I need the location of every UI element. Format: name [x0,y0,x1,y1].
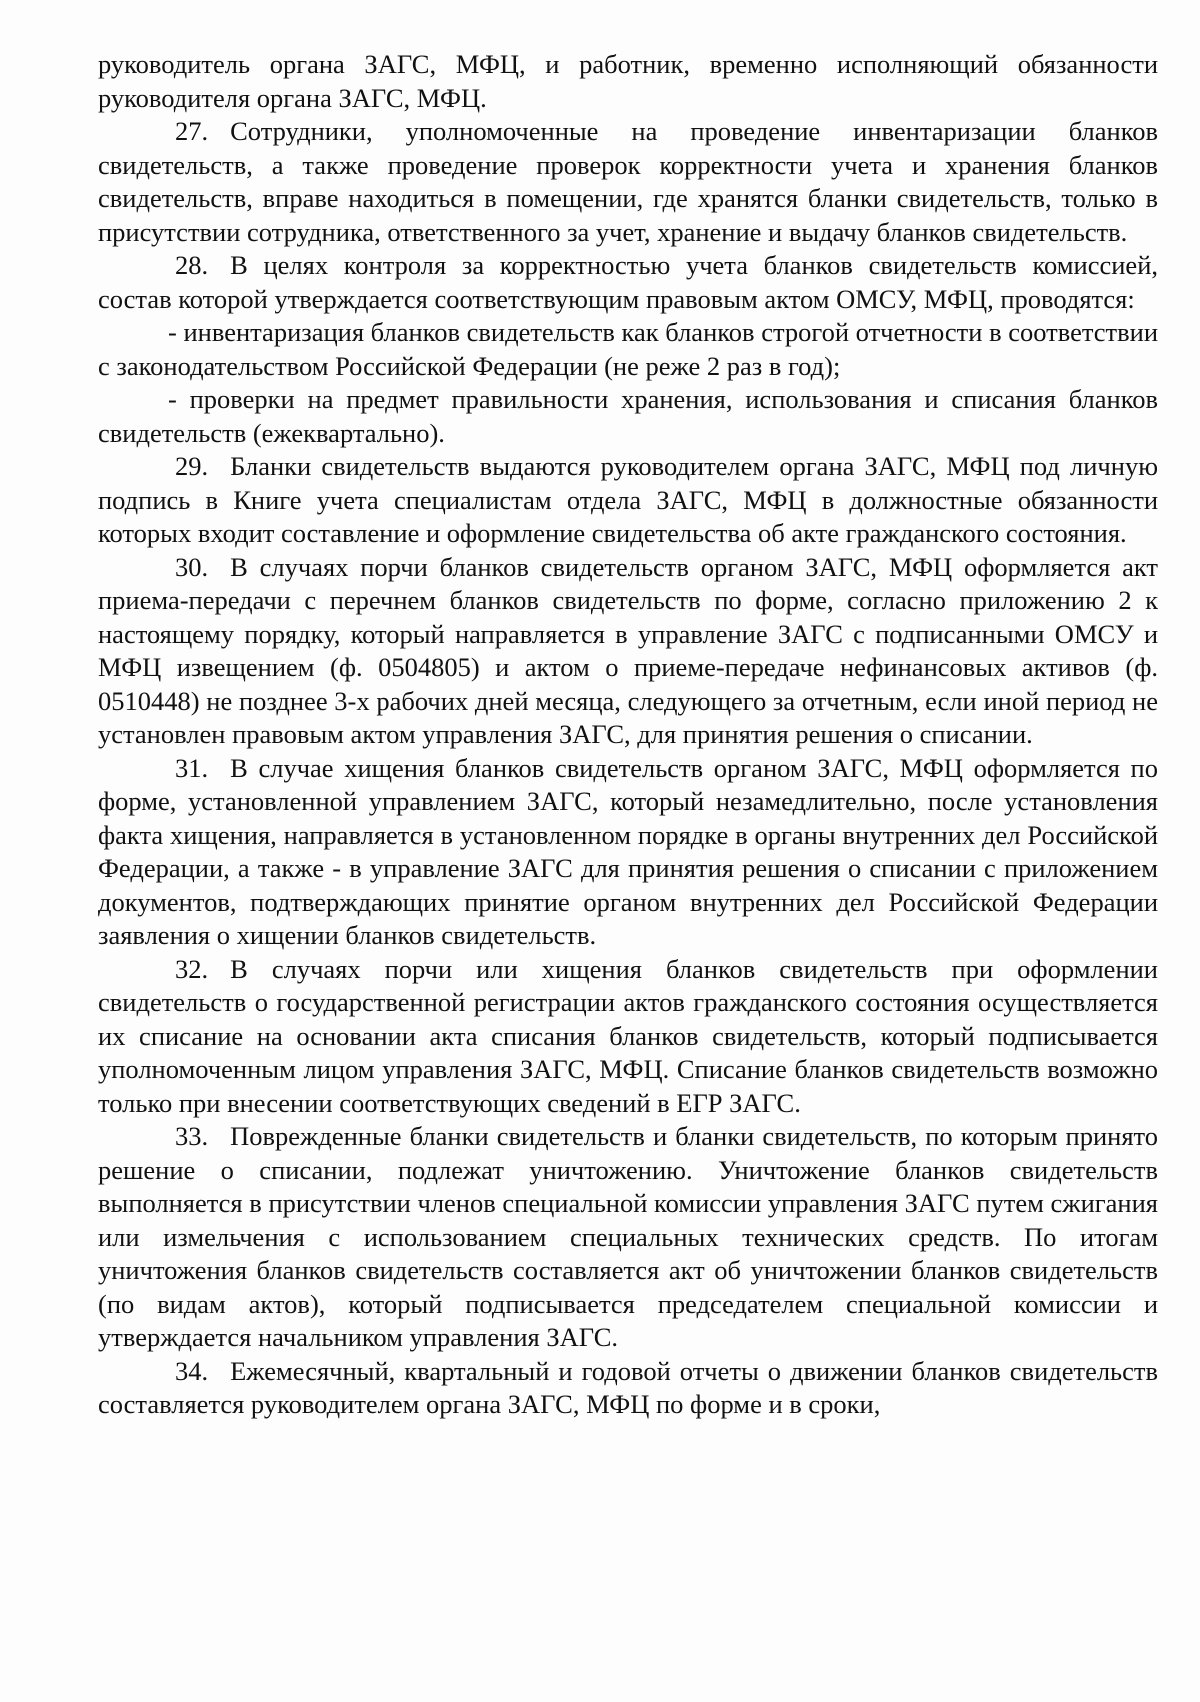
clause-30 [98,551,1158,752]
clause-text: Поврежденные бланки свидетельств и бланки свидетельств, по которым принято решение о списании, подлежат уничтожению. Уничтожение бланков свидетельств выполняется в присутствии членов специальной комиссии управления ЗАГС путем сжигания или измельчения с использованием специальных технических средств. По итогам уничтожения бланков свидетельств составляется акт об уничтожении бланков свидетельств (по видам актов), который подписывается председателем специальной комиссии и утверждается начальником управления ЗАГС. [98,1121,1158,1352]
clause-text: В целях контроля за корректностью учета бланков свидетельств комиссией, состав которой утверждается соответствующим правовым актом ОМСУ, МФЦ, проводятся: [98,250,1158,314]
clause-32 [98,953,1158,1121]
clause-text: В случаях порчи бланков свидетельств органом ЗАГС, МФЦ оформляется акт приема-передачи с перечнем бланков свидетельств по форме, согласно приложению 2 к настоящему порядку, который направляется в управление ЗАГС с подписанными ОМСУ и МФЦ извещением (ф. 0504805) и актом о приеме-передаче нефинансовых активов (ф. 0510448) не позднее 3-х рабочих дней месяца, следующего за отчетным, если иной период не установлен правовым актом управления ЗАГС, для принятия решения о списании. [98,551,1158,749]
clause-28 [98,249,1158,316]
clause-text: В случае хищения бланков свидетельств органом ЗАГС, МФЦ оформляется по форме, установленной управлением ЗАГС, который незамедлительно, после установления факта хищения, направляется в установленном порядке в органы внутренних дел Российской Федерации, а также - в управление ЗАГС для принятия решения о списании с приложением документов, подтверждающих принятие органом внутренних дел Российской Федерации заявления о хищении бланков свидетельств. [98,752,1158,950]
clause-number: 32. [175,953,209,984]
clause-number: 33. [175,1121,209,1151]
clause-text: Ежемесячный, квартальный и годовой отчеты о движении бланков свидетельств составляется руководителем органа ЗАГС, МФЦ по форме и в сроки, [98,1355,1158,1419]
clause-number: 34. [175,1355,209,1386]
clause-text: Бланки свидетельств выдаются руководителем органа ЗАГС, МФЦ под личную подпись в Книге учета специалистам отдела ЗАГС, МФЦ в должностные обязанности которых входит составление и оформление свидетельства об акте гражданского состояния. [98,451,1158,548]
clause-text: Сотрудники, уполномоченные на проведение инвентаризации бланков свидетельств, а также проведение проверок корректности учета и хранения бланков свидетельств, вправе находиться в помещении, где хранятся бланки свидетельств, только в присутствии сотрудника, ответственного за учет, хранение и выдачу бланков свидетельств. [98,116,1158,247]
lead-paragraph: руководитель органа ЗАГС, МФЦ, и работник, временно исполняющий обязанности руководителя органа ЗАГС, МФЦ. [98,49,1158,113]
clause-number: 31. [175,752,209,783]
clause-number: 28. [175,250,209,280]
clause-34 [98,1355,1158,1422]
clause-text: В случаях порчи или хищения бланков свидетельств при оформлении свидетельств о государственной регистрации актов гражданского состояния осуществляется их списание на основании акта списания бланков свидетельств, который подписывается уполномоченным лицом управления ЗАГС, МФЦ. Списание бланков свидетельств возможно только при внесении соответствующих сведений в ЕГР ЗАГС. [98,953,1158,1118]
clause-28-bullet-1: - инвентаризация бланков свидетельств как бланков строгой отчетности в соответствии с законодательством Российской Федерации (не реже 2 раз в год); [98,317,1158,381]
clause-31 [98,752,1158,953]
clause-28-bullet-2: - проверки на предмет правильности хранения, использования и списания бланков свидетельств (ежеквартально). [98,384,1158,448]
clause-33 [98,1120,1158,1355]
clause-29 [98,450,1158,551]
clause-number: 27. [175,116,209,146]
clause-27 [98,115,1158,249]
clause-number: 29. [175,451,209,481]
clause-number: 30. [175,551,209,582]
